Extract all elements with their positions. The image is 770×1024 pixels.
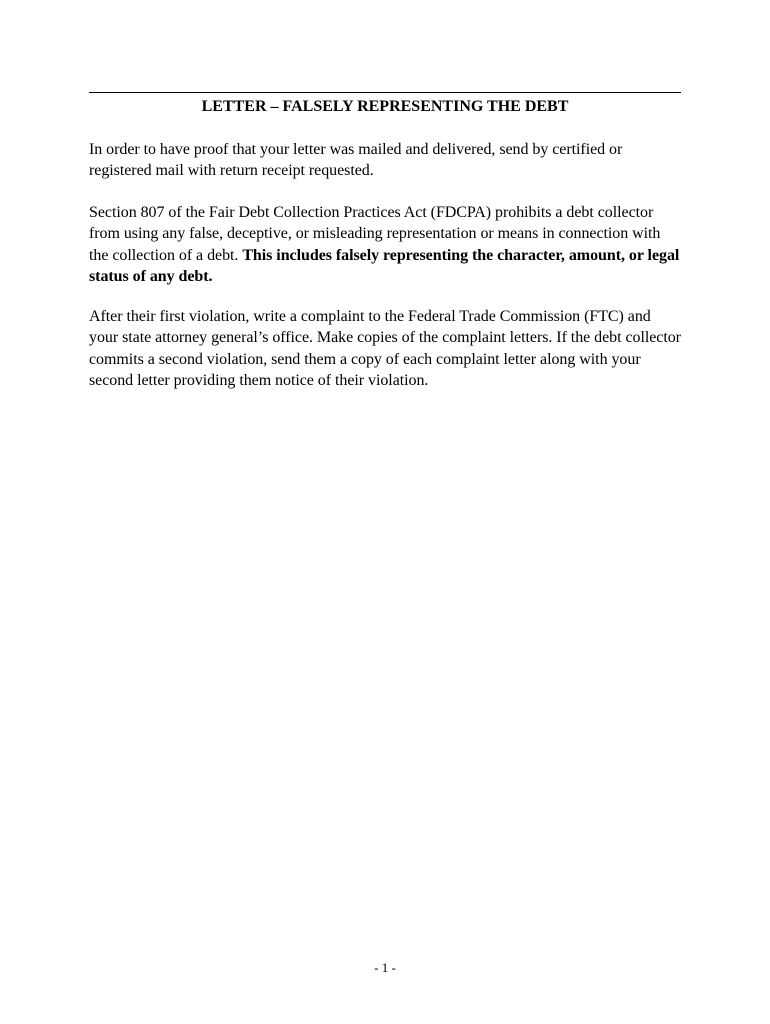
top-rule	[89, 92, 681, 93]
paragraph-fdcpa-section-807	[89, 202, 681, 287]
page-number: - 1 -	[374, 960, 396, 975]
document-title: LETTER – FALSELY REPRESENTING THE DEBT	[201, 98, 569, 115]
paragraph-fdcpa-bold-text: This includes falsely representing the character, amount, or legal status of any debt.	[89, 246, 680, 285]
paragraph-fdcpa-text: Section 807 of the Fair Debt Collection Practices Act (FDCPA) prohibits a debt collector from using any false, deceptive, or misleading representation or means in connection with the collection of a debt.	[89, 204, 661, 264]
paragraph-mailing-instructions: In order to have proof that your letter was mailed and delivered, send by certified or registered mail with return receipt requested.	[89, 141, 623, 180]
paragraph-complaint-instructions: After their first violation, write a complaint to the Federal Trade Commission (FTC) and your state attorney general’s office. Make copies of the complaint letters. If the debt collector commits a second violation, send them a copy of each complaint letter along with your second letter providing them notice of their violation.	[89, 308, 681, 389]
